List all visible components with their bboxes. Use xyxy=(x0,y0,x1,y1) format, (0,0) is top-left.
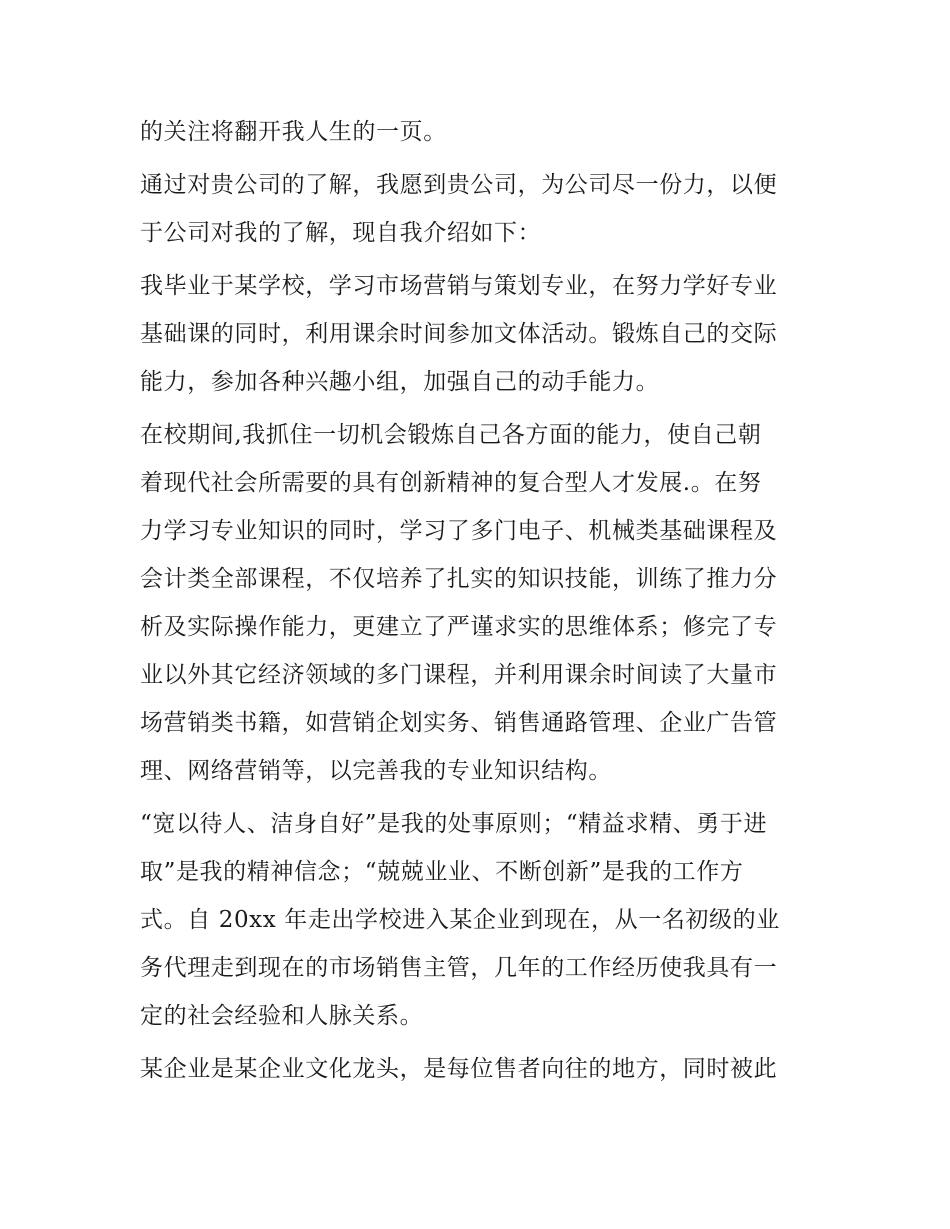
body-text xyxy=(140,108,820,1093)
text-line: 理、网络营销等，以完善我的专业知识结构。 xyxy=(140,758,612,784)
text-line: 的关注将翻开我人生的一页。 xyxy=(140,119,447,145)
text-line: 析及实际操作能力，更建立了严谨求实的思维体系；修完了专 xyxy=(140,614,778,640)
text-line: 取”是我的精神信念；“兢兢业业、不断创新”是我的工作方 xyxy=(140,859,744,885)
text-line: 力学习专业知识的同时，学习了多门电子、机械类基础课程及 xyxy=(140,518,778,544)
text-line: 着现代社会所需要的具有创新精神的复合型人才发展.。在努 xyxy=(140,470,762,496)
text-line: 在校期间,我抓住一切机会锻炼自己各方面的能力，使自己朝 xyxy=(140,422,762,448)
text-line: 式。自 20xx 年走出学校进入某企业到现在，从一名初级的业 xyxy=(140,907,780,933)
text-line: 会计类全部课程，不仅培养了扎实的知识技能，训练了推力分 xyxy=(140,566,778,592)
text-line: 能力，参加各种兴趣小组，加强自己的动手能力。 xyxy=(140,369,660,395)
text-line: 某企业是某企业文化龙头，是每位售者向往的地方，同时被此 xyxy=(140,1056,778,1082)
text-line: 定的社会经验和人脉关系。 xyxy=(140,1003,424,1029)
text-line: 场营销类书籍，如营销企划实务、销售通路管理、企业广告管 xyxy=(140,710,778,736)
text-line: 于公司对我的了解，现自我介绍如下： xyxy=(140,220,542,246)
text-line: 业以外其它经济领域的多门课程，并利用课余时间读了大量市 xyxy=(140,662,778,688)
text-line: “宽以待人、洁身自好”是我的处事原则；“精益求精、勇于进 xyxy=(140,811,768,837)
text-line: 通过对贵公司的了解，我愿到贵公司，为公司尽一份力，以便 xyxy=(140,172,778,198)
text-line: 务代理走到现在的市场销售主管，几年的工作经历使我具有一 xyxy=(140,955,778,981)
text-line: 我毕业于某学校，学习市场营销与策划专业，在努力学好专业 xyxy=(140,273,778,299)
text-line: 基础课的同时，利用课余时间参加文体活动。锻炼自己的交际 xyxy=(140,321,778,347)
